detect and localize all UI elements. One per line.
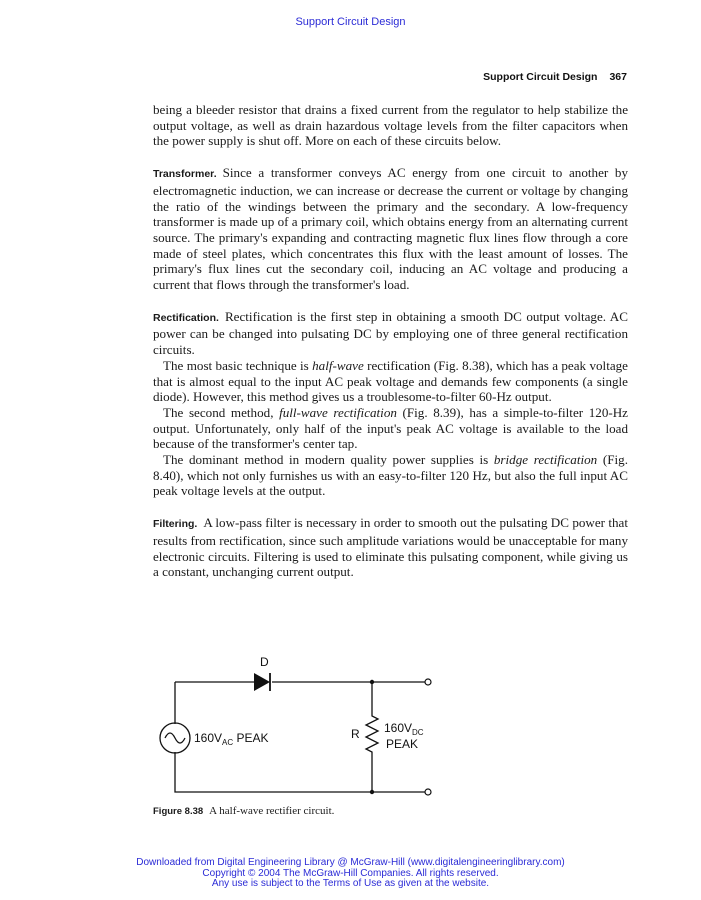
diode-icon: [254, 673, 270, 691]
figure-number: Figure 8.38: [153, 806, 204, 817]
output-voltage-label: $160V_{DC}$: [384, 721, 424, 737]
footer: [0, 858, 701, 890]
bridge-text-a: The dominant method in modern quality power supplies is: [163, 452, 494, 468]
source-label: $160V_{AC}$ PEAK: [194, 731, 269, 747]
figure-caption: [153, 805, 334, 817]
page-number: 367: [609, 71, 627, 83]
transformer-heading: Transformer.: [153, 168, 217, 181]
half-wave-rectifier-diagram: [150, 650, 450, 810]
transformer-paragraph: [153, 165, 628, 293]
rectification-text: Rectification is the first step in obtaining a smooth DC output voltage. AC power can be changed into pulsating DC by employing one of three general rectification circuits.: [153, 308, 628, 358]
resistor-symbol: [366, 682, 378, 792]
half-wave-text-a: The most basic technique is: [163, 357, 313, 373]
output-terminal-top: [425, 679, 431, 685]
output-peak-label: PEAK: [386, 737, 419, 751]
transformer-text: Since a transformer conveys AC energy from one circuit to another by electromagnetic induction, we can increase or decrease the current or voltage by changing the ratio of the windings between the primary and the secondary. A low-frequency transformer is made up of a primary coil, which obtains energy from an alternating current source. The primary's expanding and contracting magnetic flux lines flow through a core made of steel plates, which concentrates this flux with the least amount of losses. The primary's flux lines cut the secondary coil, inducing an AC voltage and producing a current that flows through the transformer's load.: [153, 165, 628, 293]
full-wave-paragraph: [153, 405, 628, 452]
half-wave-term: half-wave: [312, 357, 364, 373]
resistor-label: R: [351, 727, 360, 741]
full-wave-text-b: (Fig. 8.39), has a simple-to-filter 120-Hz output. Unfortunately, only half of the input's peak AC voltage is available to the load because of the transformer's center tap.: [153, 404, 628, 452]
running-head: [483, 71, 627, 83]
diode-label: D: [260, 655, 269, 669]
rectification-heading: Rectification.: [153, 311, 219, 324]
filtering-heading: Filtering.: [153, 518, 198, 531]
filtering-paragraph: [153, 515, 628, 580]
full-wave-text-a: The second method,: [163, 404, 280, 420]
footer-copyright: Copyright © 2004 The McGraw-Hill Companies. All rights reserved.: [202, 867, 499, 879]
output-terminal-bottom: [425, 789, 431, 795]
junction-dot-bottom: [370, 790, 374, 794]
bridge-term: bridge rectification: [493, 452, 598, 468]
sine-wave-icon: [165, 733, 185, 743]
caption-text: A half-wave rectifier circuit.: [209, 805, 335, 817]
top-book-link[interactable]: Support Circuit Design: [295, 16, 406, 28]
half-wave-text-b: rectification (Fig. 8.38), which has a peak voltage that is almost equal to the input AC peak voltage and demands few components (a single diode). However, this method gives us a troublesome-to-filter 60-Hz output.: [153, 357, 628, 405]
bridge-paragraph: [153, 452, 628, 499]
body-text: [153, 102, 628, 580]
footer-terms-link[interactable]: Any use is subject to the Terms of Use as given at the website.: [211, 878, 490, 889]
junction-dot-top: [370, 680, 374, 684]
filtering-text: A low-pass filter is necessary in order to smooth out the pulsating DC power that results from rectification, since such amplitude variations would be unacceptable for many electronic circuits. Filtering is used to eliminate this pulsating component, while giving us a constant, unchanging current output.: [153, 515, 628, 580]
intro-paragraph: being a bleeder resistor that drains a fixed current from the regulator to help stabilize the output voltage, as well as drain hazardous voltage levels from the filter capacitors when the power supply is shut off. More on each of these circuits below.: [153, 102, 628, 149]
running-head-title: Support Circuit Design: [483, 71, 598, 83]
bottom-wire: [175, 752, 425, 792]
rectification-paragraph: [153, 309, 628, 358]
half-wave-paragraph: [153, 358, 628, 405]
footer-download-link[interactable]: Downloaded from Digital Engineering Library @ McGraw-Hill (www.digitalengineeringlibrary.com): [136, 857, 565, 868]
full-wave-term: full-wave rectification: [279, 404, 397, 420]
bridge-text-b: (Fig. 8.40), which not only furnishes us with an easy-to-filter 120 Hz, but also the full input AC peak voltage levels at the output.: [153, 452, 628, 499]
